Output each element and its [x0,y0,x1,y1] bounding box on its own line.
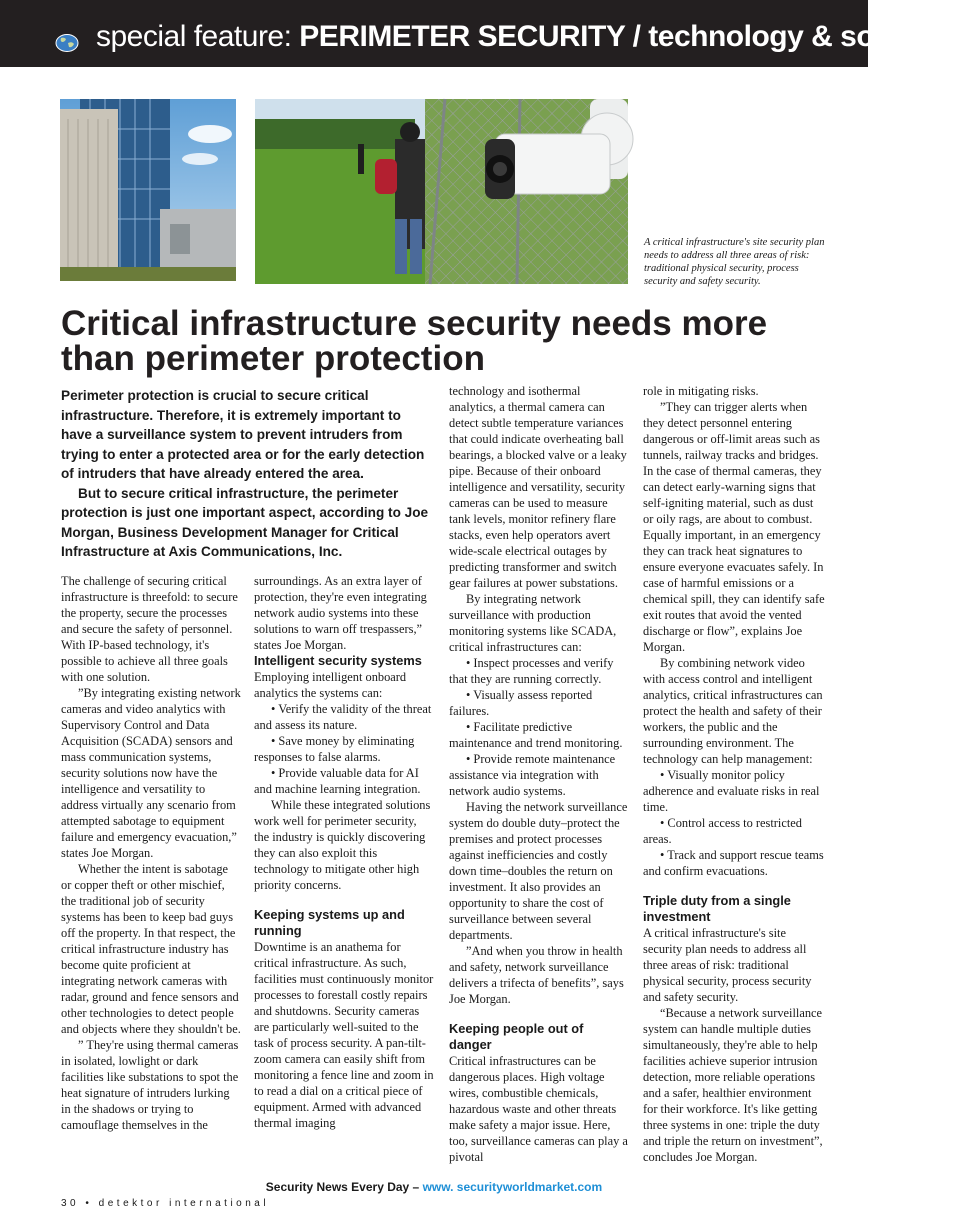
col1-p1: The challenge of securing critical infrastructure is threefold: to secure the property, secure the processes and secure the safety of personnel. With IP-based technology, it's possible to achieve all three goals with one solution. [61,574,238,684]
col2-heading-intelligent: Intelligent security systems [254,653,422,668]
col2-bullet-2: • Save money by eliminating responses to false alarms. [254,734,415,764]
website-link[interactable]: www. securityworldmarket.com [422,1180,603,1194]
lead-paragraph [61,386,433,562]
photo-caption: A critical infrastructure's site security plan needs to address all three areas of risk: traditional physical security, process security and safety security. [644,237,825,287]
col3-p1: technology and isothermal analytics, a thermal camera can detect subtle temperature variances that could indicate overheating ball bearings, a blocked valve or a leaky pipe. Because of their onboard intelligence and versatility, security cameras can be used to measure tank levels, monitor refinery flare stacks, even help operators avert wide-scale electrical outages by predicting transformer and switch gear failures at power substations. [449,384,627,590]
column-2 [254,573,434,1131]
col3-p5: Critical infrastructures can be dangerous places. High voltage wires, combustible chemicals, hazardous waste and other threats make safety a major issue. Here, too, surveillance cameras can play a pivotal [449,1054,628,1164]
globe-icon [55,34,79,52]
col2-bullet-3: • Provide valuable data for AI and machine learning integration. [254,766,421,796]
column-3 [449,383,629,1165]
col2-intro: surroundings. As an extra layer of protection, they're even integrating network audio systems into these solutions to warn off trespassers,” states Joe Morgan. [254,574,427,652]
lead-p1: Perimeter protection is crucial to secure critical infrastructure. Therefore, it is extremely important to have a surveillance system to prevent intruders from trying to enter a protected area or for the early detection of intruders that have already entered the area. [61,388,425,481]
col1-p2: ”By integrating existing network cameras and video analytics with Supervisory Control and Data Acquisition (SCADA) sensors and mass communication systems, security solutions now have the intelligence and versatility to address virtually any scenario from attempted sabotage to equipment failure and emergency evacuation,” states Joe Morgan. [61,686,241,860]
col1-p4: ” They're using thermal cameras in isolated, lowlight or dark facilities like substations to spot the heat signature of intruders lurking in the shadows or trying to camouflage themselves in the [61,1038,239,1132]
col3-p3: Having the network surveillance system do double duty–protect the premises and protect processes against inefficiencies and costly down time–doubles the return on investment. It also provides an opportunity to share the cost of surveillance between several departments. [449,800,628,942]
page-number: 30 • detektor international [61,1198,270,1209]
col2-bullet-1: • Verify the validity of the threat and assess its nature. [254,702,432,732]
lead-p2: But to secure critical infrastructure, the perimeter protection is just one important aspect, according to Joe Morgan, Business Development Manager for Critical Infrastructure at Axis Communications, Inc. [61,485,429,559]
fence-photo [255,99,628,284]
col3-p2: By integrating network surveillance with production monitoring systems like SCADA, critical infrastructures can: [449,592,617,654]
col4-bullet-3: • Track and support rescue teams and confirm evacuations. [643,848,824,878]
column-4 [643,383,825,1165]
col2-p3: Downtime is an anathema for critical infrastructure. As such, facilities must continuously monitor processes to forestall costly repairs and shutdowns. Security cameras are particularly well-suited to the task of process security. A pan-tilt-zoom camera can easily shift from monitoring a fence line and zoom in to read a dial on a critical piece of equipment. Armed with advanced thermal imaging [254,940,434,1130]
building-photo [60,99,236,281]
col4-bullet-1: • Visually monitor policy adherence and evaluate risks in real time. [643,768,820,814]
col3-bullet-2: • Visually assess reported failures. [449,688,593,718]
col4-p3: By combining network video with access control and intelligent analytics, critical infrastructures can protect the health and safety of their workers, the public and the surrounding environment. The technology can help management: [643,656,823,766]
article-headline: Critical infrastructure security needs more than perimeter protection [61,304,768,378]
col4-p1: role in mitigating risks. [643,384,759,398]
col1-p3: Whether the intent is sabotage or copper theft or other mischief, the traditional job of security systems has been to keep bad guys off the property. In that respect, the critical infrastructure industry has become quite proficient at integrating network cameras with radar, ground and fence sensors and other technologies to detect people and objects where they shouldn't be. [61,862,241,1036]
col2-p1: Employing intelligent onboard analytics the systems can: [254,670,407,700]
col2-p2: While these integrated solutions work well for perimeter security, the industry is quickly discovering they can also exploit this technology to mitigate other high priority concerns. [254,798,431,892]
banner-title: special feature: PERIMETER SECURITY / technology & solutions [96,20,969,53]
col4-heading-triple: Triple duty from a single investment [643,893,791,924]
col3-bullet-4: • Provide remote maintenance assistance via integration with network audio systems. [449,752,616,798]
col4-p4: A critical infrastructure's site security plan needs to address all three areas of risk: traditional physical security, process security and safety security. [643,926,812,1004]
col3-heading-danger: Keeping people out of danger [449,1021,584,1052]
col3-bullet-3: • Facilitate predictive maintenance and trend monitoring. [449,720,623,750]
column-1 [61,573,241,1133]
col2-heading-uptime: Keeping systems up and running [254,907,405,938]
col4-bullet-2: • Control access to restricted areas. [643,816,802,846]
col4-p2: ”They can trigger alerts when they detect personnel entering dangerous or off-limit areas such as tunnels, railway tracks and bridges. In the case of thermal cameras, they can detect early-warning signs that self-igniting material, such as dust or oily rags, are about to combust. Equally important, in an emergency they can track heat signatures to ensure everyone evacuates safely. In case of harmful emissions or a chemical spill, they can identify safe exit routes that avoid the vented discharge or flow”, explains Joe Morgan. [643,400,825,654]
col4-p5: “Because a network surveillance system can handle multiple duties simultaneously, they're able to help facilities achieve superior intrusion detection, more reliable operations and a safer, healthier environment for their workforce. It's like getting three systems in one: triple the duty and triple the return on investment”, concludes Joe Morgan. [643,1006,823,1164]
footer-tagline: Security News Every Day – www. securityworldmarket.com [265,1180,603,1194]
section-banner [0,0,969,67]
col3-bullet-1: • Inspect processes and verify that they are running correctly. [449,656,614,686]
col3-p4: ”And when you throw in health and safety, network surveillance delivers a trifecta of benefits”, says Joe Morgan. [449,944,624,1006]
